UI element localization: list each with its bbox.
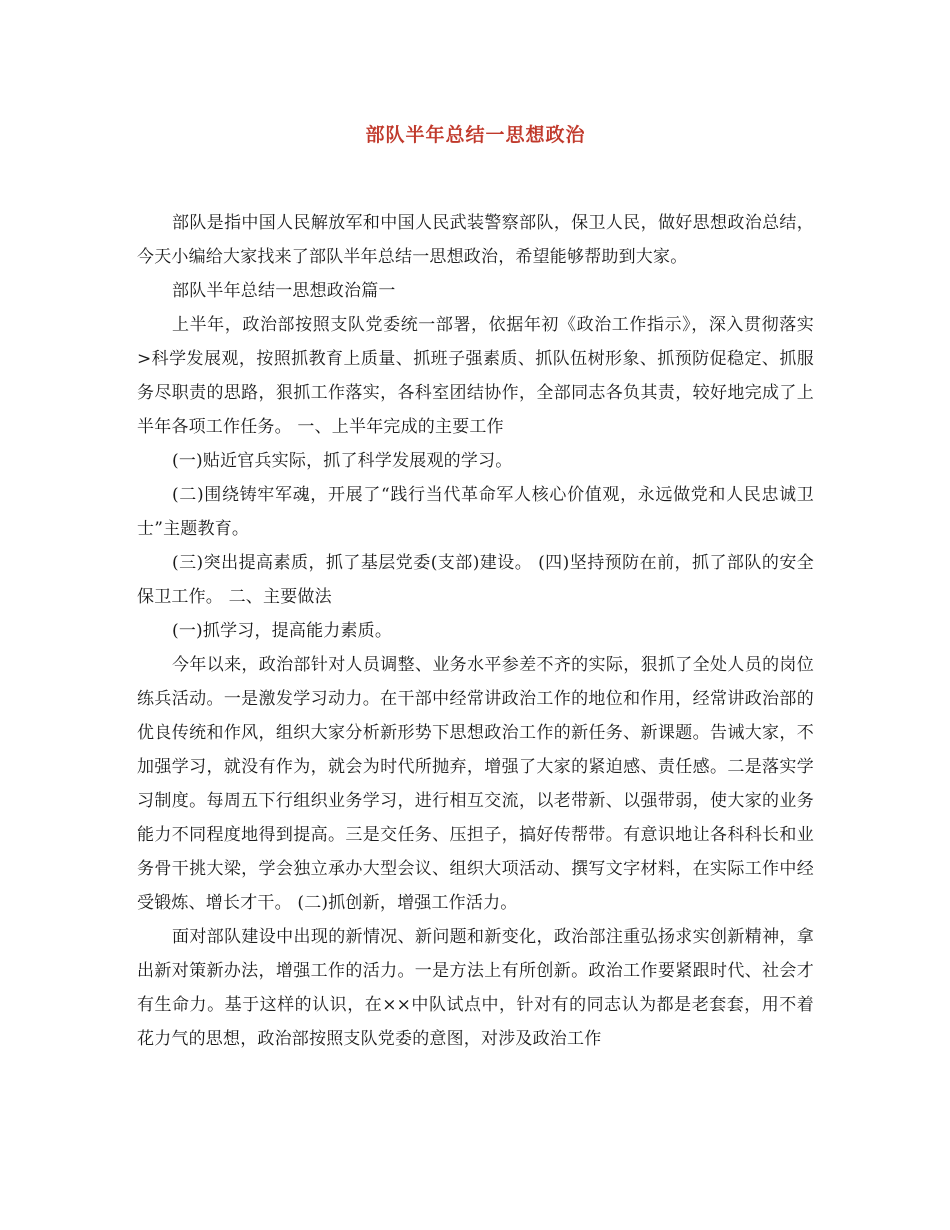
paragraph-item-1: (一)贴近官兵实际，抓了科学发展观的学习。: [172, 451, 513, 471]
document-body: [137, 206, 814, 1056]
paragraph-item-2: (二)围绕铸牢军魂，开展了“践行当代革命军人核心价值观，永远做党和人民忠诚卫士”主题教育。: [137, 485, 814, 539]
document-title: 部队半年总结一思想政治: [365, 124, 586, 146]
paragraph-method-2-body: 面对部队建设中出现的新情况、新问题和新变化，政治部注重弘扬求实创新精神，拿出新对策新办法，增强工作的活力。一是方法上有所创新。政治工作要紧跟时代、社会才有生命力。基于这样的认识，在××中队试点中，针对有的同志认为都是老套套，用不着花力气的思想，政治部按照支队党委的意图，对涉及政治工作: [137, 927, 814, 1049]
paragraph-overview: 上半年，政治部按照支队党委统一部署，依据年初《政治工作指示》，深入贯彻落实>科学发展观，按照抓教育上质量、抓班子强素质、抓队伍树形象、抓预防促稳定、抓服务尽职责的思路，狠抓工作落实，各科室团结协作，全部同志各负其责，较好地完成了上半年各项工作任务。 一、上半年完成的主要工作: [137, 315, 814, 437]
paragraph-method-1-heading: (一)抓学习，提高能力素质。: [172, 621, 393, 641]
paragraph-intro: 部队是指中国人民解放军和中国人民武装警察部队，保卫人民，做好思想政治总结，今天小编给大家找来了部队半年总结一思想政治，希望能够帮助到大家。: [137, 213, 814, 267]
paragraph-item-3-4: (三)突出提高素质，抓了基层党委(支部)建设。 (四)坚持预防在前，抓了部队的安全保卫工作。 二、主要做法: [137, 553, 814, 607]
paragraph-section-heading: 部队半年总结一思想政治篇一: [172, 281, 396, 301]
paragraph-method-1-body: 今年以来，政治部针对人员调整、业务水平参差不齐的实际，狠抓了全处人员的岗位练兵活动。一是激发学习动力。在干部中经常讲政治工作的地位和作用，经常讲政治部的优良传统和作风，组织大家分析新形势下思想政治工作的新任务、新课题。告诫大家，不加强学习，就没有作为，就会为时代所抛弃，增强了大家的紧迫感、责任感。二是落实学习制度。每周五下行组织业务学习，进行相互交流，以老带新、以强带弱，使大家的业务能力不同程度地得到提高。三是交任务、压担子，搞好传帮带。有意识地让各科科长和业务骨干挑大梁，学会独立承办大型会议、组织大项活动、撰写文字材料，在实际工作中经受锻炼、增长才干。 (二)抓创新，增强工作活力。: [137, 655, 814, 913]
